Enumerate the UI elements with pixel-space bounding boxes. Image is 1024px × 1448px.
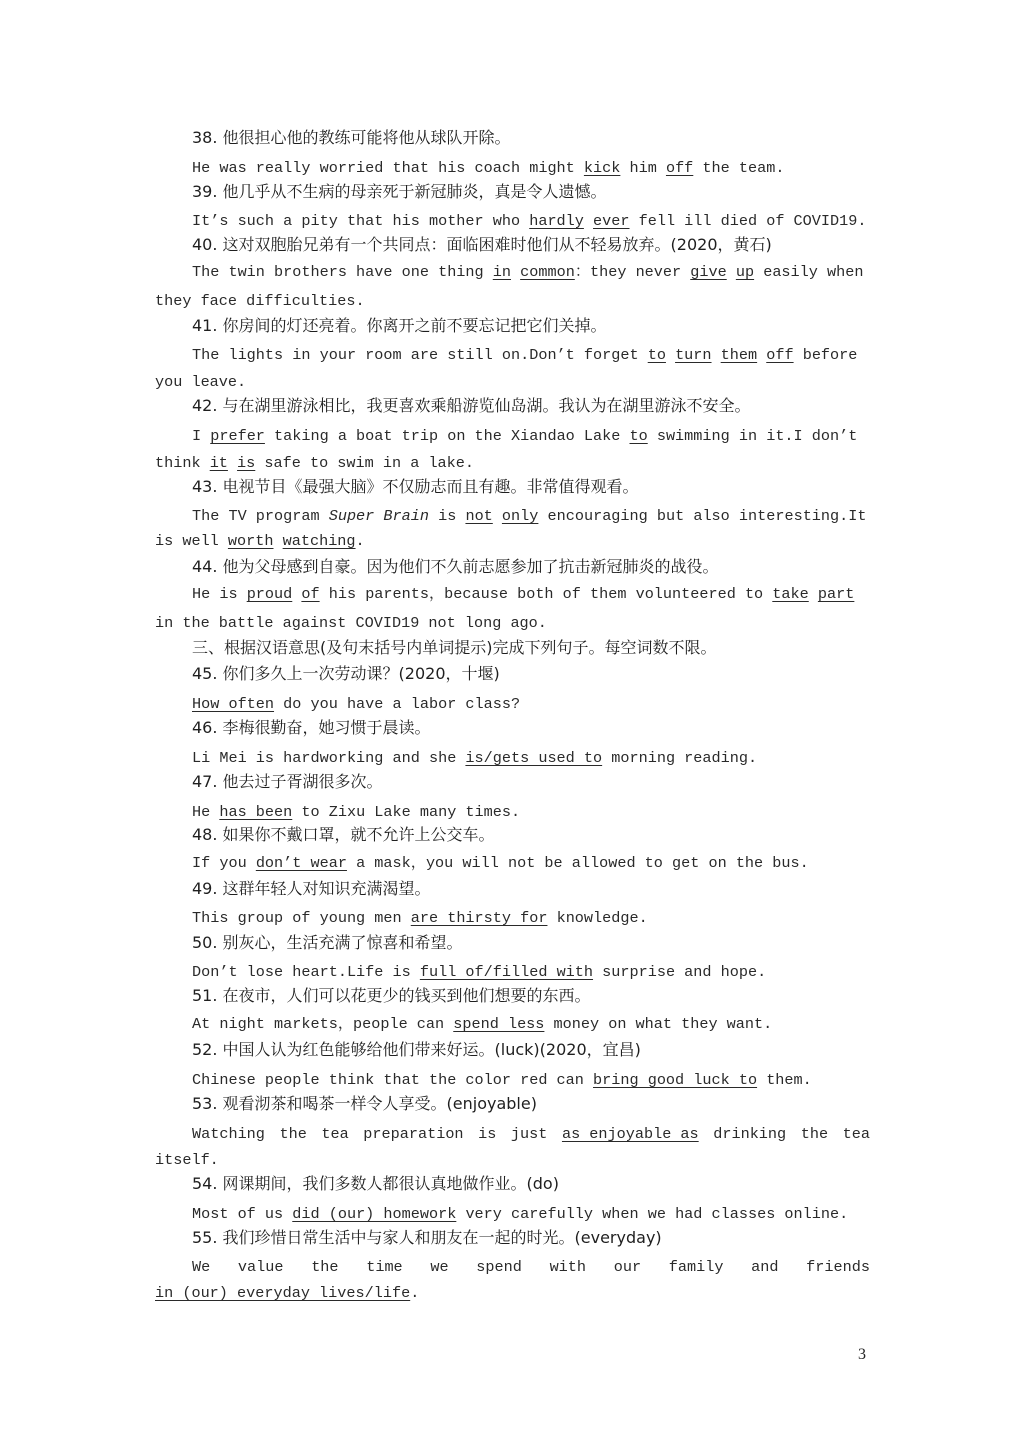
- text-segment: [727, 263, 736, 281]
- answer-blank: full of/filled with: [419, 963, 594, 981]
- text-segment: before: [793, 346, 858, 364]
- text-segment: The twin brothers have one thing: [192, 263, 493, 281]
- text-segment: his parents，because both of them volunteered to: [319, 585, 773, 603]
- answer-blank: common: [520, 263, 575, 281]
- answer-blank: has been: [219, 803, 293, 821]
- text-segment: [809, 585, 818, 603]
- q46-english: [192, 748, 757, 768]
- q43-english-line2: [155, 531, 365, 551]
- text-segment: time: [366, 1258, 403, 1276]
- q44-english-line1: [192, 584, 854, 604]
- text-segment: surprise and hope.: [593, 963, 767, 981]
- answer-blank: are thirsty for: [410, 909, 548, 927]
- answer-blank: did (our) homework: [292, 1205, 457, 1223]
- q54-chinese: 54. 网课期间，我们多数人都很认真地做作业。(do): [192, 1174, 559, 1193]
- answer-blank: in: [492, 263, 511, 281]
- q44-english-line2: in the battle against COVID19 not long ago.: [155, 614, 547, 632]
- text-segment: is: [428, 507, 466, 525]
- text-segment: spend: [476, 1258, 522, 1276]
- text-segment: Chinese people think that the color red can: [192, 1071, 594, 1089]
- text-segment: [666, 346, 675, 364]
- text-segment: is well: [155, 532, 228, 550]
- answer-blank: them: [720, 346, 758, 364]
- text-segment: think: [155, 454, 210, 472]
- text-segment: we: [430, 1258, 449, 1276]
- q40-english-line1: [192, 262, 863, 282]
- text-segment: to Zixu Lake many times.: [292, 803, 521, 821]
- q42-english-line1: [192, 426, 857, 446]
- text-segment: It’s such a pity that his mother who: [192, 212, 530, 230]
- text-segment: swimming in it.I don’t: [647, 427, 858, 445]
- q53-chinese: 53. 观看沏茶和喝茶一样令人享受。(enjoyable): [192, 1094, 537, 1113]
- q45-chinese: 45. 你们多久上一次劳动课？(2020，十堰): [192, 664, 500, 683]
- q55-chinese: 55. 我们珍惜日常生活中与家人和朋友在一起的时光。(everyday): [192, 1228, 662, 1247]
- q51-chinese: 51. 在夜市，人们可以花更少的钱买到他们想要的东西。: [192, 986, 591, 1005]
- text-segment: family: [668, 1258, 724, 1276]
- q47-english: [192, 802, 520, 822]
- answer-blank: give: [690, 263, 727, 281]
- q49-chinese: 49. 这群年轻人对知识充满渴望。: [192, 879, 431, 898]
- text-segment: [228, 454, 237, 472]
- q50-english: [192, 962, 766, 982]
- text-segment: The TV program: [192, 507, 329, 525]
- text-segment: .: [410, 1284, 420, 1302]
- text-segment: He is: [192, 585, 247, 603]
- text-segment: The lights in your room are still on.Don’t forget: [192, 346, 648, 364]
- q52-english: [192, 1070, 812, 1090]
- answer-blank: kick: [583, 159, 621, 177]
- section-heading: 三、根据汉语意思(及句末括号内单词提示)完成下列句子。每空词数不限。: [192, 638, 717, 657]
- q54-english: [192, 1204, 848, 1224]
- q55-english-line1: [192, 1257, 870, 1277]
- text-segment: do you have a labor class?: [274, 695, 521, 713]
- text-segment: the: [311, 1258, 339, 1276]
- answer-blank: as enjoyable as: [561, 1125, 699, 1143]
- text-segment: .: [355, 532, 365, 550]
- q50-chinese: 50. 别灰心，生活充满了惊喜和希望。: [192, 933, 463, 952]
- q40-english-line2: they face difficulties.: [155, 292, 365, 310]
- text-segment: [511, 263, 520, 281]
- q41-chinese: 41. 你房间的灯还亮着。你离开之前不要忘记把它们关掉。: [192, 316, 607, 335]
- q49-english: [192, 908, 648, 928]
- answer-blank: is/gets used to: [465, 749, 603, 767]
- text-segment: friends: [806, 1258, 870, 1276]
- answer-blank: prefer: [210, 427, 265, 445]
- text-segment: Most of us: [192, 1205, 293, 1223]
- q38-english: [192, 158, 784, 178]
- answer-blank: off: [665, 159, 694, 177]
- text-segment: them.: [757, 1071, 812, 1089]
- answer-blank: don’t wear: [255, 854, 347, 872]
- text-segment: fell ill died of COVID19.: [629, 212, 867, 230]
- answer-blank: in (our) everyday lives/life: [155, 1284, 411, 1302]
- answer-blank: is: [237, 454, 256, 472]
- text-segment: drinking: [713, 1125, 787, 1143]
- text-segment: a mask，you will not be allowed to get on the bus.: [346, 854, 809, 872]
- q44-chinese: 44. 他为父母感到自豪。因为他们不久前志愿参加了抗击新冠肺炎的战役。: [192, 557, 719, 576]
- text-segment: Watching: [192, 1125, 265, 1143]
- q53-english-line1: [192, 1124, 870, 1144]
- q52-chinese: 52. 中国人认为红色能够给他们带来好运。(luck)(2020，宜昌): [192, 1040, 641, 1059]
- text-segment: our: [613, 1258, 642, 1276]
- q51-english: [192, 1014, 772, 1034]
- answer-blank: How often: [192, 695, 275, 713]
- q45-english: [192, 694, 520, 714]
- q46-chinese: 46. 李梅很勤奋，她习惯于晨读。: [192, 718, 431, 737]
- text-segment: knowledge.: [547, 909, 648, 927]
- text-segment: [712, 346, 721, 364]
- text-segment: Li Mei is hardworking and she: [192, 749, 466, 767]
- q40-chinese: 40. 这对双胞胎兄弟有一个共同点：面临困难时他们从不轻易放弃。(2020，黄石): [192, 235, 772, 254]
- q39-chinese: 39. 他几乎从不生病的母亲死于新冠肺炎，真是令人遗憾。: [192, 182, 607, 201]
- answer-blank: only: [501, 507, 539, 525]
- text-segment: If you: [192, 854, 256, 872]
- text-segment: and: [751, 1258, 779, 1276]
- answer-blank: worth: [227, 532, 274, 550]
- answer-blank: not: [465, 507, 493, 525]
- text-segment: preparation: [363, 1125, 464, 1143]
- text-segment: the team.: [693, 159, 785, 177]
- answer-blank: hardly: [529, 212, 584, 230]
- answer-blank: bring good luck to: [593, 1071, 758, 1089]
- text-segment: [493, 507, 502, 525]
- answer-blank: turn: [675, 346, 712, 364]
- text-segment: money on what they want.: [544, 1015, 773, 1033]
- q38-chinese: 38. 他很担心他的教练可能将他从球队开除。: [192, 128, 511, 147]
- answer-blank: to: [647, 346, 666, 364]
- text-segment: [274, 532, 283, 550]
- text-segment: just: [510, 1125, 548, 1143]
- text-segment: the: [800, 1125, 829, 1143]
- text-segment: He was really worried that his coach might: [192, 159, 584, 177]
- program-title: Super Brain: [328, 507, 429, 525]
- q42-english-line2: [155, 453, 474, 473]
- answer-blank: part: [817, 585, 855, 603]
- q43-chinese: 43. 电视节目《最强大脑》不仅励志而且有趣。非常值得观看。: [192, 477, 639, 496]
- text-segment: is: [478, 1125, 497, 1143]
- text-segment: At night markets，people can: [192, 1015, 454, 1033]
- q39-english: [192, 211, 866, 231]
- text-segment: [757, 346, 766, 364]
- answer-blank: off: [766, 346, 794, 364]
- q53-english-line2: itself.: [155, 1151, 219, 1169]
- text-segment: He: [192, 803, 220, 821]
- q47-chinese: 47. 他去过子胥湖很多次。: [192, 772, 383, 791]
- text-segment: I: [192, 427, 211, 445]
- text-segment: This group of young men: [192, 909, 411, 927]
- text-segment: ：they never: [574, 263, 691, 281]
- q41-english-line2: you leave.: [155, 373, 247, 391]
- text-segment: value: [237, 1258, 284, 1276]
- answer-blank: spend less: [453, 1015, 545, 1033]
- answer-blank: watching: [282, 532, 356, 550]
- text-segment: We: [192, 1258, 211, 1276]
- text-segment: tea: [842, 1125, 870, 1143]
- answer-blank: up: [735, 263, 755, 281]
- text-segment: [584, 212, 593, 230]
- answer-blank: to: [629, 427, 648, 445]
- text-segment: morning reading.: [602, 749, 758, 767]
- q41-english-line1: [192, 345, 857, 365]
- answer-blank: it: [209, 454, 228, 472]
- answer-blank: of: [301, 585, 320, 603]
- text-segment: easily when: [754, 263, 864, 281]
- text-segment: the: [279, 1125, 307, 1143]
- q43-english-line1: [192, 506, 867, 526]
- answer-blank: take: [772, 585, 809, 603]
- text-segment: Don’t lose heart.Life is: [192, 963, 420, 981]
- answer-blank: ever: [593, 212, 630, 230]
- text-segment: taking a boat trip on the Xiandao Lake: [264, 427, 630, 445]
- text-segment: him: [620, 159, 666, 177]
- answer-blank: proud: [246, 585, 293, 603]
- q55-english-line2: [155, 1283, 419, 1303]
- text-segment: tea: [321, 1125, 349, 1143]
- q48-english: [192, 853, 809, 873]
- text-segment: safe to swim in a lake.: [255, 454, 475, 472]
- q48-chinese: 48. 如果你不戴口罩，就不允许上公交车。: [192, 825, 495, 844]
- text-segment: encouraging but also interesting.It: [538, 507, 867, 525]
- text-segment: with: [549, 1258, 587, 1276]
- text-segment: very carefully when we had classes online.: [456, 1205, 849, 1223]
- page-number: 3: [858, 1346, 866, 1363]
- q42-chinese: 42. 与在湖里游泳相比，我更喜欢乘船游览仙岛湖。我认为在湖里游泳不安全。: [192, 396, 751, 415]
